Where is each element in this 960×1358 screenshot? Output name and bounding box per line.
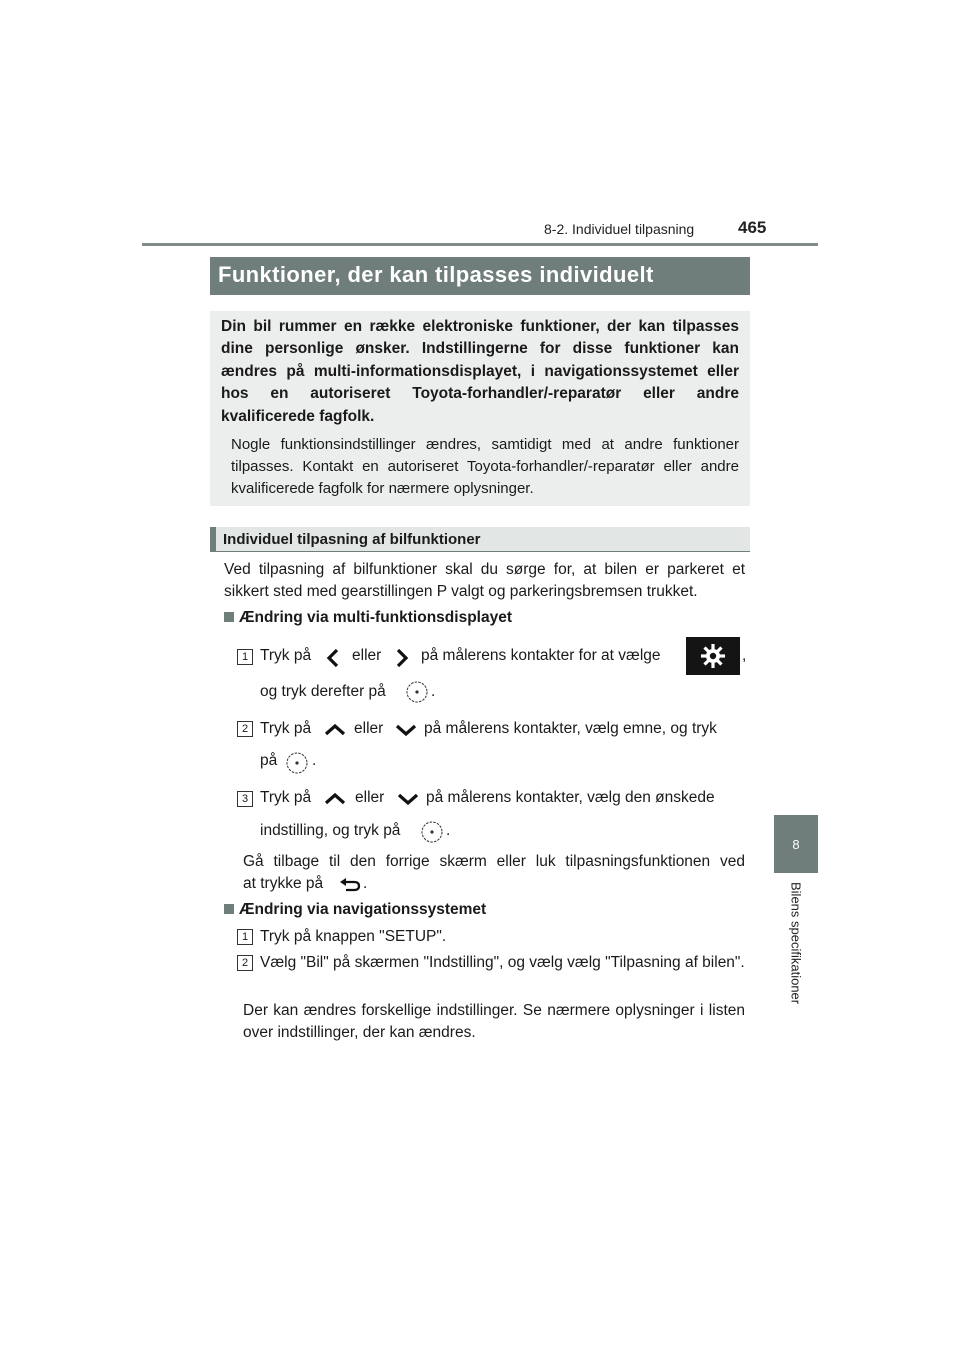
step3-text-e: indstilling, og tryk på [260, 822, 401, 839]
intro-note-text: Nogle funktionsindstillinger ændres, samtidigt med at andre funktioner tilpasses. Kontakt en autoriseret Toyota-forhandler/-reparatør eller andre kvalificerede fagfolk for nærmere oplysninger. [231, 436, 739, 497]
step2-text-e: på [260, 752, 278, 769]
step-number: 1 [237, 929, 253, 945]
nav-heading-text: Ændring via navigationssystemet [239, 901, 487, 918]
chevron-up-icon [323, 791, 347, 807]
chapter-side-label [774, 882, 818, 1022]
back-note-line2: at trykke på [243, 875, 324, 892]
step2-text-c: på målerens kontakter, vælg emne, og tryk [424, 720, 717, 737]
multi-display-heading-text: Ændring via multi-funktionsdisplayet [239, 609, 512, 626]
subsection-title: Individuel tilpasning af bilfunktioner [223, 531, 481, 548]
header-section-title: 8-2. Individuel tilpasning [544, 221, 695, 237]
step2-text-f: . [312, 752, 317, 769]
step1-text-a: Tryk på [260, 647, 312, 664]
page-title: Funktioner, der kan tilpasses individuelt [218, 262, 654, 287]
page-number: 465 [738, 218, 767, 237]
step3-text-c: på målerens kontakter, vælg den ønskede [426, 789, 715, 806]
multi-display-heading [224, 609, 512, 627]
step3-text-a: Tryk på [260, 789, 312, 806]
back-note-line1: Gå tilbage til den forrige skærm eller luk tilpasningsfunktionen ved [243, 853, 745, 870]
back-arrow-icon [337, 875, 363, 893]
step-number: 3 [237, 791, 253, 807]
ok-button-icon [285, 751, 309, 775]
bullet-square [224, 612, 234, 622]
step-number: 2 [237, 955, 253, 971]
chevron-left-icon [324, 647, 342, 669]
step1-text-f: . [431, 683, 436, 700]
step-number: 2 [237, 721, 253, 737]
chevron-down-icon [394, 722, 418, 738]
chapter-side-label-text: Bilens specifikationer [788, 882, 804, 1005]
intro-bold-text: Din bil rummer en række elektroniske funktioner, der kan tilpasses dine personlige ønsker. Indstillingerne for disse funktioner kan ændres på multi-informationsdisplayet, i navigationssystemet eller hos en autoriseret Toyota-forhandler/-reparatør eller andre kvalificerede fagfolk. [221, 318, 739, 425]
nav-heading [224, 901, 486, 919]
bullet-square [224, 904, 234, 914]
step-number: 1 [237, 649, 253, 665]
chevron-up-icon [323, 722, 347, 738]
step2-text-b: eller [354, 720, 384, 737]
step3-text-b: eller [355, 789, 385, 806]
step1-text-b: eller [352, 647, 382, 664]
chevron-down-icon [396, 791, 420, 807]
step1-text-d: , [742, 647, 747, 664]
chevron-right-icon [393, 647, 411, 669]
subsection-accent [210, 527, 216, 551]
nav-step2-text: Vælg "Bil" på skærmen "Indstilling", og vælg vælg "Tilpasning af bilen". [260, 954, 745, 971]
step2-text-a: Tryk på [260, 720, 312, 737]
step3-text-f: . [446, 822, 451, 839]
nav-step1-text: Tryk på knappen "SETUP". [260, 928, 447, 945]
nav-note: Der kan ændres forskellige indstillinger. Se nærmere oplysninger i listen over indstillinger, der kan ændres. [243, 1002, 745, 1041]
subsection-paragraph: Ved tilpasning af bilfunktioner skal du sørge for, at bilen er parkeret et sikkert sted med gearstillingen P valgt og parkeringsbremsen trukket. [224, 561, 745, 600]
back-note-end: . [363, 875, 368, 892]
chapter-tab: 8 [774, 815, 818, 873]
step1-text-e: og tryk derefter på [260, 683, 386, 700]
gear-icon [686, 637, 740, 675]
subsection-underline [210, 551, 750, 552]
settings-display-icon [686, 637, 740, 675]
header-rule [142, 243, 818, 246]
ok-button-icon [420, 820, 444, 844]
ok-button-icon [405, 680, 429, 704]
step1-text-c: på målerens kontakter for at vælge [421, 647, 661, 664]
